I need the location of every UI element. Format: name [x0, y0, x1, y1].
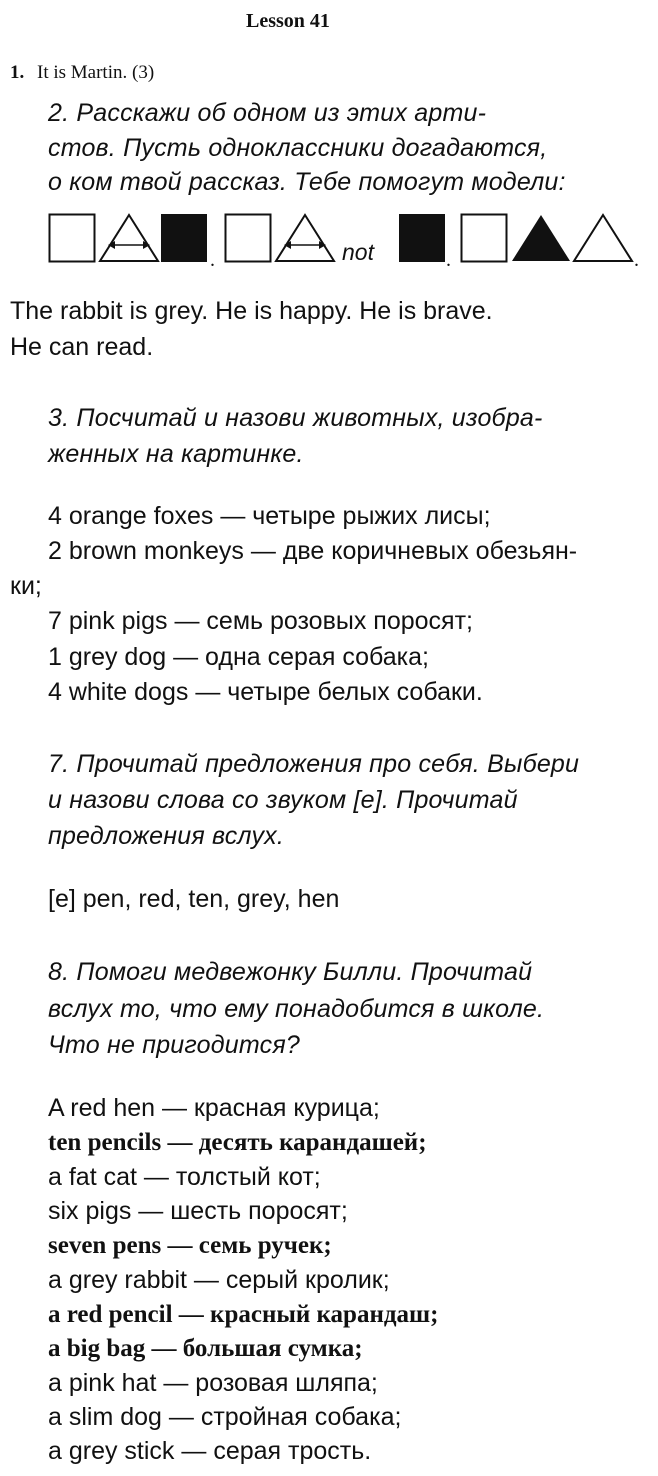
task3-answer-line: 7 pink pigs — семь розовых поросят; [48, 607, 473, 635]
empty-triangle-icon [572, 213, 634, 263]
task8-line-2: вслух то, что ему понадобится в школе. [48, 995, 545, 1023]
triangle-with-arrow-icon [98, 213, 160, 263]
task3-line-1: 3. Посчитай и назови животных, изобра- [48, 404, 543, 432]
empty-square-icon [460, 213, 508, 263]
lesson-title: Lesson 41 [246, 10, 330, 32]
task3-answer-line: 4 orange foxes — четыре рыжих лисы; [48, 502, 491, 530]
task7-line-1: 7. Прочитай предложения про себя. Выбери [48, 750, 580, 778]
model-symbols [48, 213, 648, 269]
task8-item: a grey stick — серая трость. [48, 1437, 372, 1465]
triangle-with-arrow-icon [274, 213, 336, 263]
filled-square-icon [398, 213, 446, 263]
task8-item: six pigs — шесть поросят; [48, 1197, 348, 1225]
task3-answer-line: 4 white dogs — четыре белых собаки. [48, 678, 483, 706]
task2-answer-line-1: The rabbit is grey. He is happy. He is brave. [10, 297, 493, 325]
task8-line-3: Что не пригодится? [48, 1031, 300, 1059]
task8-item-bold: seven pens — семь ручек; [48, 1232, 332, 1259]
filled-triangle-icon [510, 213, 572, 263]
task8-item-bold: a big bag — большая сумка; [48, 1335, 363, 1362]
filled-square-icon [160, 213, 208, 263]
task2-answer-line-2: He can read. [10, 333, 154, 361]
task7-answer: [e] pen, red, ten, grey, hen [48, 885, 340, 913]
task8-item: a slim dog — стройная собака; [48, 1403, 402, 1431]
empty-square-icon [224, 213, 272, 263]
task2-line-2: стов. Пусть одноклассники догадаются, [48, 134, 548, 162]
task3-answer-line: 1 grey dog — одна серая собака; [48, 643, 429, 671]
item-1-number: 1. [10, 62, 25, 83]
task8-line-1: 8. Помоги медвежонку Билли. Прочитай [48, 958, 533, 986]
task8-item: a pink hat — розовая шляпа; [48, 1369, 378, 1397]
model-period-2: . [446, 249, 451, 271]
task3-line-2: женных на картинке. [48, 440, 304, 468]
task3-answer-line: ки; [10, 572, 42, 600]
task7-line-3: предложения вслух. [48, 822, 284, 850]
model-period-3: . [634, 249, 639, 271]
task8-item: a fat cat — толстый кот; [48, 1163, 321, 1191]
not-label: not [342, 239, 374, 265]
task7-line-2: и назови слова со звуком [e]. Прочитай [48, 786, 518, 814]
task2-line-3: о ком твой рассказ. Тебе помогут модели: [48, 168, 566, 196]
task8-item: A red hen — красная курица; [48, 1094, 380, 1122]
task8-item: a grey rabbit — серый кролик; [48, 1266, 390, 1294]
item-1-text: It is Martin. (3) [37, 62, 155, 83]
empty-square-icon [48, 213, 96, 263]
item-1 [10, 62, 154, 84]
model-period-1: . [210, 249, 215, 271]
task2-line-1: 2. Расскажи об одном из этих арти- [48, 99, 487, 127]
task8-item-bold: ten pencils — десять карандашей; [48, 1129, 427, 1156]
task8-item-bold: a red pencil — красный карандаш; [48, 1301, 439, 1328]
task3-answer-line: 2 brown monkeys — две коричневых обезьян- [48, 537, 578, 565]
